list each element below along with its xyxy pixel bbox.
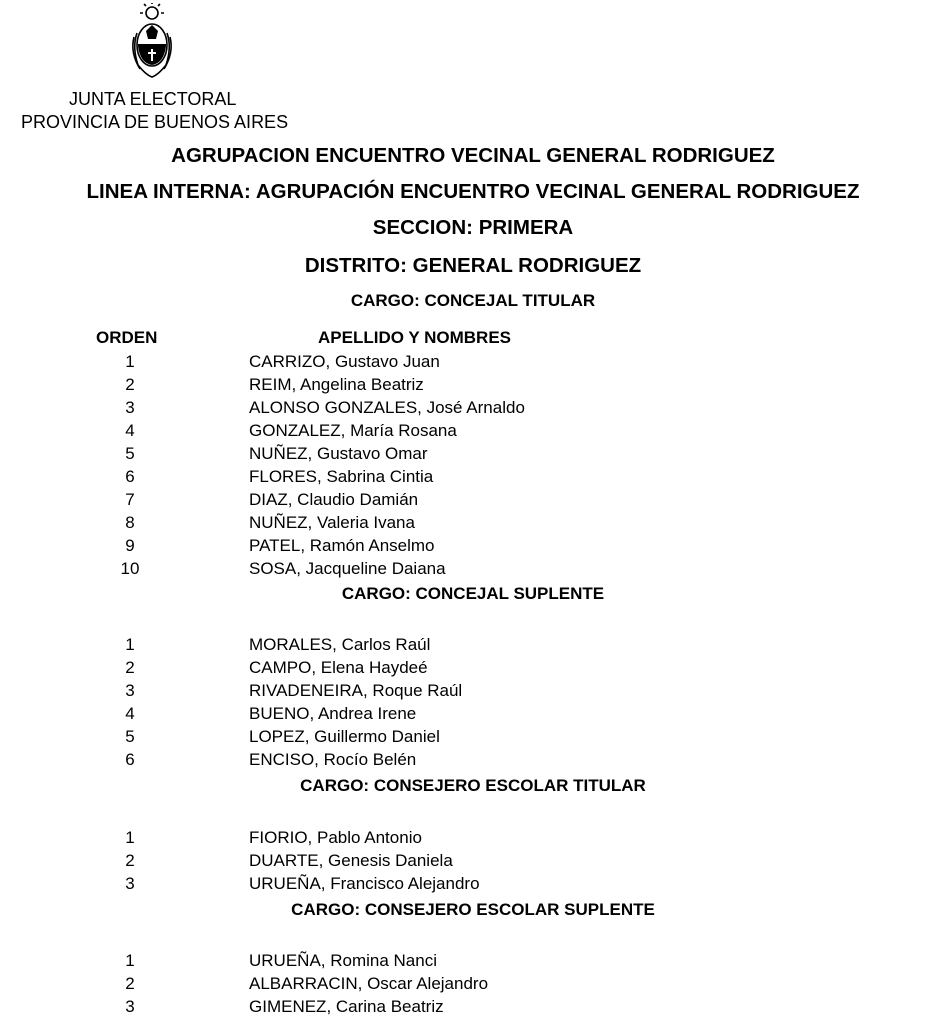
candidate-row	[0, 557, 946, 580]
candidate-name: ALONSO GONZALES, José Arnaldo	[249, 398, 525, 417]
coat-of-arms-seal	[128, 3, 176, 79]
candidate-name: GONZALEZ, María Rosana	[249, 421, 457, 440]
seccion-title: SECCION: PRIMERA	[372, 216, 574, 239]
candidate-row	[0, 872, 946, 895]
candidate-row	[0, 419, 946, 442]
candidate-row	[0, 396, 946, 419]
institution-province: PROVINCIA DE BUENOS AIRES	[21, 112, 289, 132]
distrito-title: DISTRITO: GENERAL RODRIGUEZ	[304, 254, 642, 277]
cargo-heading-concejal-suplente: CARGO: CONCEJAL SUPLENTE	[341, 584, 605, 603]
candidate-name: RIVADENEIRA, Roque Raúl	[249, 681, 463, 700]
orden-number: 1	[125, 828, 135, 847]
candidate-row	[0, 849, 946, 872]
candidate-name: CAMPO, Elena Haydeé	[249, 658, 428, 677]
candidate-name: BUENO, Andrea Irene	[249, 704, 417, 723]
candidate-name: PATEL, Ramón Anselmo	[249, 536, 435, 555]
candidate-name: NUÑEZ, Valeria Ivana	[249, 513, 415, 532]
candidate-name: URUEÑA, Romina Nanci	[249, 951, 437, 970]
candidate-row	[0, 350, 946, 373]
candidate-row	[0, 488, 946, 511]
orden-number: 3	[125, 997, 135, 1016]
candidate-row	[0, 633, 946, 656]
candidate-row	[0, 972, 946, 995]
orden-number: 10	[120, 559, 140, 578]
orden-number: 1	[125, 352, 135, 371]
candidate-list-consejero-escolar-suplente	[0, 949, 946, 1018]
candidate-row	[0, 679, 946, 702]
candidate-name: URUEÑA, Francisco Alejandro	[249, 874, 480, 893]
candidate-name: GIMENEZ, Carina Beatriz	[249, 997, 444, 1016]
orden-number: 6	[125, 467, 135, 486]
orden-number: 3	[125, 874, 135, 893]
candidate-row	[0, 949, 946, 972]
candidate-row	[0, 465, 946, 488]
candidate-row	[0, 725, 946, 748]
candidate-list-concejal-suplente	[0, 633, 946, 771]
candidate-name: FIORIO, Pablo Antonio	[249, 828, 422, 847]
orden-number: 8	[125, 513, 135, 532]
orden-number: 5	[125, 444, 135, 463]
orden-number: 1	[125, 635, 135, 654]
candidate-list-concejal-titular	[0, 350, 946, 580]
institution-name: JUNTA ELECTORAL	[69, 89, 237, 109]
candidate-row	[0, 826, 946, 849]
candidate-name: ALBARRACIN, Oscar Alejandro	[249, 974, 489, 993]
orden-number: 7	[125, 490, 135, 509]
column-header-orden: ORDEN	[96, 328, 158, 347]
orden-number: 3	[125, 681, 135, 700]
candidate-row	[0, 748, 946, 771]
orden-number: 2	[125, 375, 135, 394]
candidate-name: FLORES, Sabrina Cintia	[249, 467, 434, 486]
cargo-heading-concejal-titular: CARGO: CONCEJAL TITULAR	[350, 291, 596, 310]
candidate-row	[0, 511, 946, 534]
candidate-row	[0, 534, 946, 557]
agrupacion-title: AGRUPACION ENCUENTRO VECINAL GENERAL RODRIGUEZ	[171, 144, 775, 167]
candidate-name: MORALES, Carlos Raúl	[249, 635, 431, 654]
candidate-name: CARRIZO, Gustavo Juan	[249, 352, 440, 371]
orden-number: 4	[125, 421, 135, 440]
orden-number: 5	[125, 727, 135, 746]
candidate-row	[0, 702, 946, 725]
candidate-row	[0, 442, 946, 465]
orden-number: 9	[125, 536, 135, 555]
candidate-name: REIM, Angelina Beatriz	[249, 375, 424, 394]
candidate-list-consejero-escolar-titular	[0, 826, 946, 895]
candidate-row	[0, 995, 946, 1018]
orden-number: 3	[125, 398, 135, 417]
orden-number: 2	[125, 851, 135, 870]
orden-number: 2	[125, 658, 135, 677]
candidate-name: DIAZ, Claudio Damián	[249, 490, 419, 509]
candidate-name: DUARTE, Genesis Daniela	[249, 851, 453, 870]
column-header-names: APELLIDO Y NOMBRES	[318, 328, 512, 347]
orden-number: 1	[125, 951, 135, 970]
linea-interna-title: LINEA INTERNA: AGRUPACIÓN ENCUENTRO VECINAL GENERAL RODRIGUEZ	[86, 180, 860, 203]
candidate-name: NUÑEZ, Gustavo Omar	[249, 444, 428, 463]
candidate-row	[0, 656, 946, 679]
candidate-name: LOPEZ, Guillermo Daniel	[249, 727, 440, 746]
orden-number: 2	[125, 974, 135, 993]
orden-number: 4	[125, 704, 135, 723]
cargo-heading-consejero-escolar-titular: CARGO: CONSEJERO ESCOLAR TITULAR	[300, 776, 646, 795]
candidate-name: SOSA, Jacqueline Daiana	[249, 559, 446, 578]
cargo-heading-consejero-escolar-suplente: CARGO: CONSEJERO ESCOLAR SUPLENTE	[291, 900, 655, 919]
orden-number: 6	[125, 750, 135, 769]
candidate-name: ENCISO, Rocío Belén	[249, 750, 417, 769]
candidate-row	[0, 373, 946, 396]
